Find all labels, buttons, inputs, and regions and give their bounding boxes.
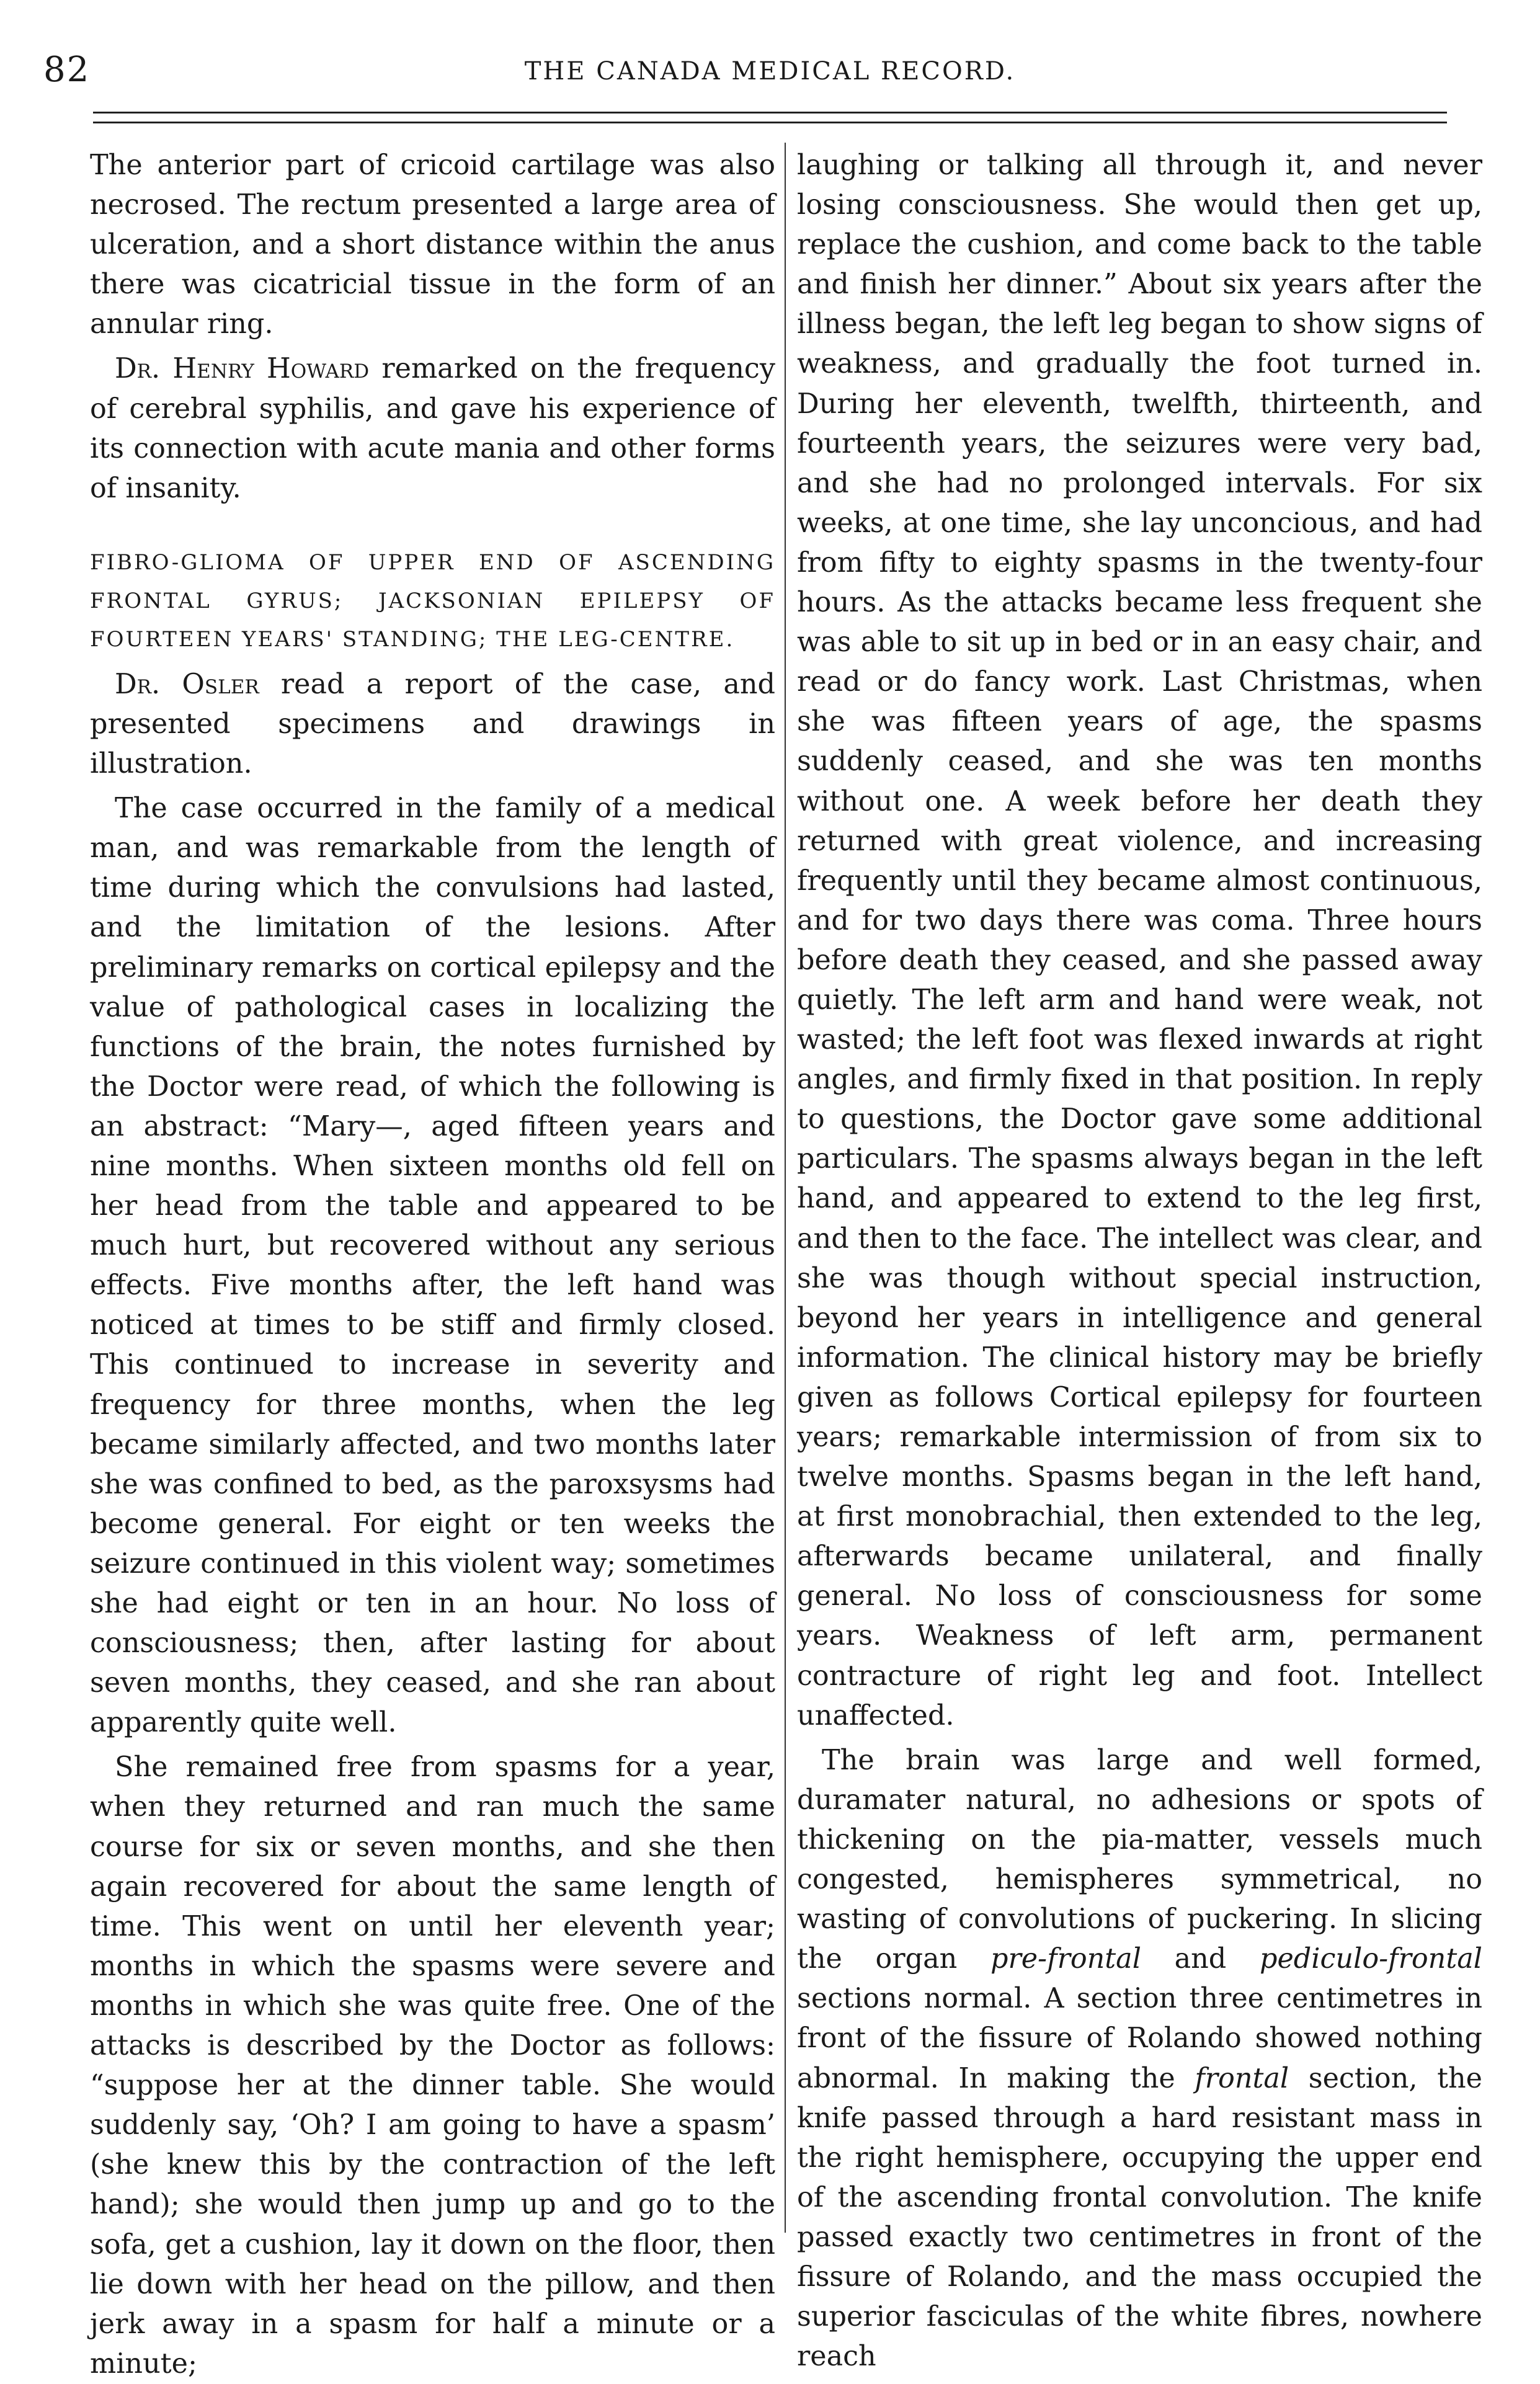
italic-term: pediculo-frontal [1259,1943,1482,1975]
section-heading: FIBRO-GLIOMA OF UPPER END OF ASCENDING FRONTAL GYRUS; JACKSONIAN EPILEPSY OF FOURTEEN YEARS' STANDING; THE LEG-CENTRE. [90,549,775,652]
paragraph-case: The case occurred in the family of a medical man, and was remarkable from the length of time during which the convulsions had lasted, and the limitation of the lesions. After preliminary remarks on cortical epilepsy and the value of pathological cases in localizing the functions of the brain, the notes furnished by the Doctor were read, of which the following is an abstract: “Mary—, aged fifteen years and nine months. When sixteen months old fell on her head from the table and appeared to be much hurt, but recovered without any serious effects. Five months after, the left hand was noticed at times to be stiff and firmly closed. This continued to increase in severity and frequency for three months, when the leg became similarly affected, and two months later she was confined to bed, as the paroxsysms had become general. For eight or ten weeks the seizure continued in this violent way; sometimes she had eight or ten in an hour. No loss of consciousness; then, after lasting for about seven months, they ceased, and she ran about apparently quite well. [90,793,775,1739]
paragraph-text: section, the knife passed through a hard resistant mass in the right hemisphere, occupying the upper end of the ascending frontal convolution. The knife passed exactly two centimetres in front of the fissure of Rolando, and the mass occupied the superior fasciculas of the white fibres, nowhere reach [797,2062,1482,2373]
left-column [90,146,775,2384]
speaker-name: Dr. Henry Howard [115,353,370,385]
paragraph-text: and [1141,1943,1260,1975]
right-column [797,146,1482,2377]
paragraph-continuation: laughing or talking all through it, and never losing consciousness. She would then get up, replace the cushion, and come back to the table and finish her dinner.” About six years after the illness began, the left leg began to show signs of weakness, and gradually the foot turned in. During her eleventh, twelfth, thirteenth, and fourteenth years, the seizures were very bad, and she had no prolonged intervals. For six weeks, at one time, she lay unconcious, and had from fifty to eighty spasms in the twenty-four hours. As the attacks became less frequent she was able to sit up in bed or in an easy chair, and read or do fancy work. Last Christmas, when she was fifteen years of age, the spasms suddenly ceased, and she was ten months without one. A week before her death they returned with great violence, and increasing frequently until they became almost continuous, and for two days there was coma. Three hours before death they ceased, and she passed away quietly. The left arm and hand were weak, not wasted; the left foot was flexed inwards at right angles, and firmly fixed in that position. In reply to questions, the Doctor gave some additional particulars. The spasms always began in the left hand, and appeared to extend to the leg first, and then to the face. The intellect was clear, and she was though without special instruction, beyond her years in intelligence and general information. The clinical history may be briefly given as follows Cortical epilepsy for fourteen years; remarkable intermission of from six to twelve months. Spasms began in the left hand, at first monobrachial, then extended to the leg, afterwards became unilateral, and finally general. No loss of consciousness for some years. Weakness of left arm, permanent contracture of right leg and foot. Intellect unaffected. [797,149,1482,1732]
paragraph-text: read a report of the case, and presented specimens and drawings in illustration. [90,668,776,780]
italic-term: pre-frontal [990,1943,1141,1975]
italic-term: frontal [1195,2062,1289,2094]
paragraph-text: sections normal. A section three centimetres in front of the fissure of Rolando showed nothing abnormal. In making the [797,1983,1482,2094]
paragraph-cricoid: The anterior part of cricoid cartilage was also necrosed. The rectum presented a large area of ulceration, and a short distance within the anus there was cicatricial tissue in the form of an annular ring. [90,149,775,340]
paragraph-brain [797,1741,1482,2377]
speaker-name: Dr. Osler [115,668,259,700]
paragraph-text: remarked on the frequency of cerebral syphilis, and gave his experience of its connection with acute mania and other forms of insanity. [90,353,775,504]
paragraph-howard [90,349,775,508]
page-number: 82 [43,50,91,90]
paragraph-osler [90,665,775,784]
running-head: THE CANADA MEDICAL RECORD. [524,57,1016,86]
column-divider [785,143,786,2233]
header-rule-bottom [93,122,1447,123]
header-rule-top [93,112,1447,113]
paragraph-text: The brain was large and well formed, duramater natural, no adhesions or spots of thickening on the pia-matter, vessels much congested, hemispheres symmetrical, no wasting of convolutions of puckering. In slicing the organ [797,1744,1482,1975]
paragraph-remission: She remained free from spasms for a year, when they returned and ran much the same course for six or seven months, and she then again recovered for about the same length of time. This went on until her eleventh year; months in which the spasms were severe and months in which she was quite free. One of the attacks is described by the Doctor as follows: “suppose her at the dinner table. She would suddenly say, ‘Oh? I am going to have a spasm’ (she knew this by the contraction of the left hand); she would then jump up and go to the sofa, get a cushion, lay it down on the floor, then lie down with her head on the pillow, and then jerk away in a spasm for half a minute or a minute; [90,1751,775,2380]
